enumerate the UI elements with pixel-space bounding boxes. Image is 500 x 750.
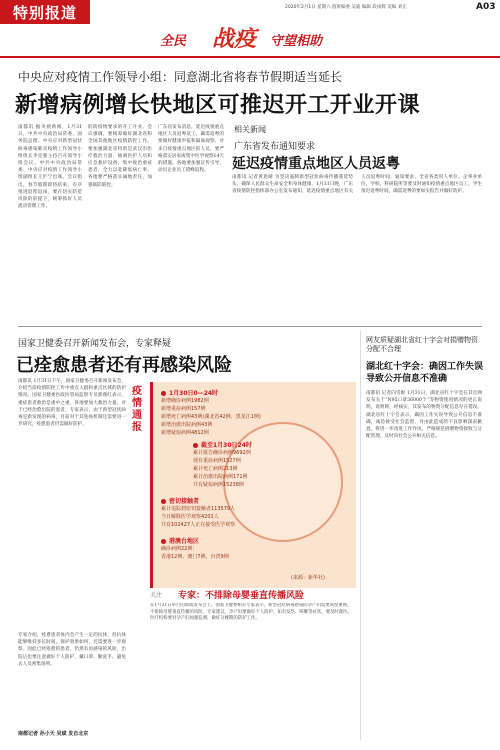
block1-line: 新增死亡病例43例(湖北省42例、黑龙江1例) bbox=[161, 414, 261, 420]
block2-line: 共有疑似病例15238例 bbox=[193, 482, 244, 488]
section-tag: 特别报道 bbox=[0, 0, 90, 24]
block1-heading: 1月30日0—24时 bbox=[161, 388, 261, 397]
block1-line: 新增确诊病例1982例 bbox=[161, 398, 209, 404]
focus-label: 关注 bbox=[150, 592, 163, 599]
block1 bbox=[161, 388, 261, 437]
block2-line: 累计治愈出院病例171例 bbox=[193, 474, 248, 480]
dateline: 2020年2月1日 星期六 值班编委 吴迪 编辑 段雨辉 美编 刘正 bbox=[285, 5, 407, 10]
section-divider bbox=[18, 326, 482, 327]
graphic-title: 疫情通报 bbox=[132, 386, 142, 433]
block1-line: 新增治愈出院病例43例 bbox=[161, 422, 213, 428]
block3-line: 当日解除医学观察4201人 bbox=[161, 514, 219, 520]
related-news-body: 南都讯 记者黄思晴 为坚决遏制新型冠状病毒传播蔓延势头，确保人民群众生命安全和身体健康，1月31日晚，广东省疫情防控指挥部办公室发布通知，延迟疫情重点地区有关人员返粤时间。通知要求，全省各类用人单位、企事业单位、学校、科研院所等要及时通知疫情重点地区员工、学生推迟返粤时间，确需返粤的要如实报告并做好防护。 bbox=[232, 175, 482, 195]
story1-column-3: 广东省发布消息，延迟疫情重点地区人员返粤返工，确需返粤的要做好健康申报和隔离观察。对来自疫情重点地区的人员，要严格落实居家或集中医学观察14天的措施。各地要加强宣传引导，动员企业员工错峰返程。 bbox=[158, 125, 224, 174]
header-rule bbox=[0, 56, 500, 58]
bullet-icon bbox=[161, 499, 166, 504]
related-news-headline: 延迟疫情重点地区人员返粤 bbox=[232, 156, 400, 172]
focus-body: 在1月31日举行的新闻发布会上，国家卫健委相关专家表示，新型冠状病毒感染的孕产妇需要高度重视，不排除母婴垂直传播的风险。专家建议，孕产妇要做好个人防护，如有发热、咳嗽等症状，要及时就医。医疗机构要对孕产妇加强监测，做好分娩期的防护工作。 bbox=[150, 603, 352, 622]
related-news-kicker: 相关新闻 bbox=[234, 125, 266, 134]
bullet-icon bbox=[161, 391, 166, 396]
block1-line: 新增重症病例157例 bbox=[161, 406, 206, 412]
story2-column-1: 南都讯 1月31日下午，国家卫健委召开新闻发布会，介绍当前疫情防控工作中重点人群和重点区域的防护情况。国家卫健委医政医管局监察专员郭燕红表示，重症患者救治是重中之重，各地要加大救治力量。对于已经治愈出院的患者，专家表示，由于新型冠状病毒是新发现的病毒，目前对于其免疫机制还需要进一步研究，痊愈患者仍需做好防护。 bbox=[18, 379, 126, 428]
block3-heading: 密切接触者 bbox=[161, 496, 235, 505]
block2-line: 累计死亡病例213例 bbox=[193, 466, 238, 472]
story2-column-2: 专家介绍，痊愈患者体内会产生一定的抗体，但抗体能够维持多长时间，保护效果如何，还需要进一步观察。因此已经痊愈的患者，仍然有再感染的风险，出院后也要注意做好个人防护，戴口罩、勤洗手、避免去人员密集场所。 bbox=[18, 633, 126, 667]
block4-line: 香港12例、澳门7例、台湾9例 bbox=[161, 554, 229, 560]
sidebar-headline: 湖北红十字会：确因工作失误导致公开信息不准确 bbox=[366, 362, 484, 384]
block2-line: 现有重症病例1527例 bbox=[193, 458, 241, 464]
story1-headline: 新增病例增长快地区可推迟开工开业开课 bbox=[15, 93, 421, 118]
block2-line: 累计报告确诊病例9692例 bbox=[193, 450, 251, 456]
story1-column-2: 的防疫情要求的开工开业。会议强调，要统筹做好湖北省和全国其他地区疫情防控工作。要加强湖北省特别是武汉市医疗救治力量，抽调医护人员和应急救护设备，集中收治重症患者，全力以赴降低病亡率。各地要严格落实属地责任，加强联防联控。 bbox=[88, 125, 152, 188]
story2-reporter: 南都记者 孙小天 吴斌 发自北京 bbox=[18, 731, 89, 737]
block2-heading: 截至1月30日24时 bbox=[193, 440, 252, 449]
sidebar-kicker: 网友质疑湖北省红十字会对捐赠物资分配不合理 bbox=[366, 336, 478, 353]
banner-part-3: 守望相助 bbox=[270, 34, 323, 49]
graphic-source: (来源：新华社) bbox=[291, 575, 325, 581]
story1-kicker: 中央应对疫情工作领导小组：同意湖北省将春节假期适当延长 bbox=[18, 70, 343, 84]
block3 bbox=[161, 496, 235, 529]
bullet-icon bbox=[161, 539, 166, 544]
story2-headline: 已痊愈患者还有再感染风险 bbox=[16, 355, 232, 376]
sidebar-body: 南都讯 记者向雪妮 1月31日，湖北省红十字会在其官网发布关于“N95口罩36000个”等物资使用情况的更正说明。说明称，经核实，其发布的物资分配信息存在错误。湖北省红十字会表示，确因工作失误导致公开信息不准确，诚恳接受社会监督，对由此造成的不良影响深表歉意。将进一步改进工作作风，严格规范捐赠物资接收与分配管理，及时向社会公开相关信息。 bbox=[366, 391, 482, 440]
block2 bbox=[193, 440, 252, 489]
banner-part-1: 全民 bbox=[160, 34, 187, 49]
story1-column-1: 南都讯 据央视新闻，1月31日，中共中央政治局常委、国务院总理、中央应对新型冠状病毒感染肺炎疫情工作领导小组组长李克强主持召开领导小组会议。中共中央政治局常委、中央应对疫情工作领导小组副组长王沪宁出席。会议指出，春节假期即将结束，有序推进返程返岗，要在切实防范风险的前提下，统筹抓好人员流动管理工作。 bbox=[18, 125, 82, 210]
outbreak-infographic bbox=[150, 382, 356, 588]
banner-part-2: 战疫 bbox=[212, 26, 257, 52]
block3-line: 累计追踪到密切接触者113579人 bbox=[161, 506, 236, 512]
block4-heading: 港澳台地区 bbox=[161, 536, 229, 545]
block4-line: 确诊病例22例： bbox=[161, 546, 198, 552]
page-number: A03 bbox=[476, 2, 496, 12]
block1-line: 新增疑似病例4812例 bbox=[161, 430, 209, 436]
block4 bbox=[161, 536, 229, 561]
block3-line: 共有102427人正在接受医学观察 bbox=[161, 522, 236, 528]
bullet-icon bbox=[193, 443, 198, 448]
related-news-subtitle: 广东省发布通知要求 bbox=[234, 142, 316, 152]
story2-kicker: 国家卫健委召开新闻发布会，专家释疑 bbox=[18, 339, 172, 349]
campaign-banner bbox=[160, 22, 340, 52]
focus-headline: 专家：不排除母婴垂直传播风险 bbox=[178, 591, 305, 601]
